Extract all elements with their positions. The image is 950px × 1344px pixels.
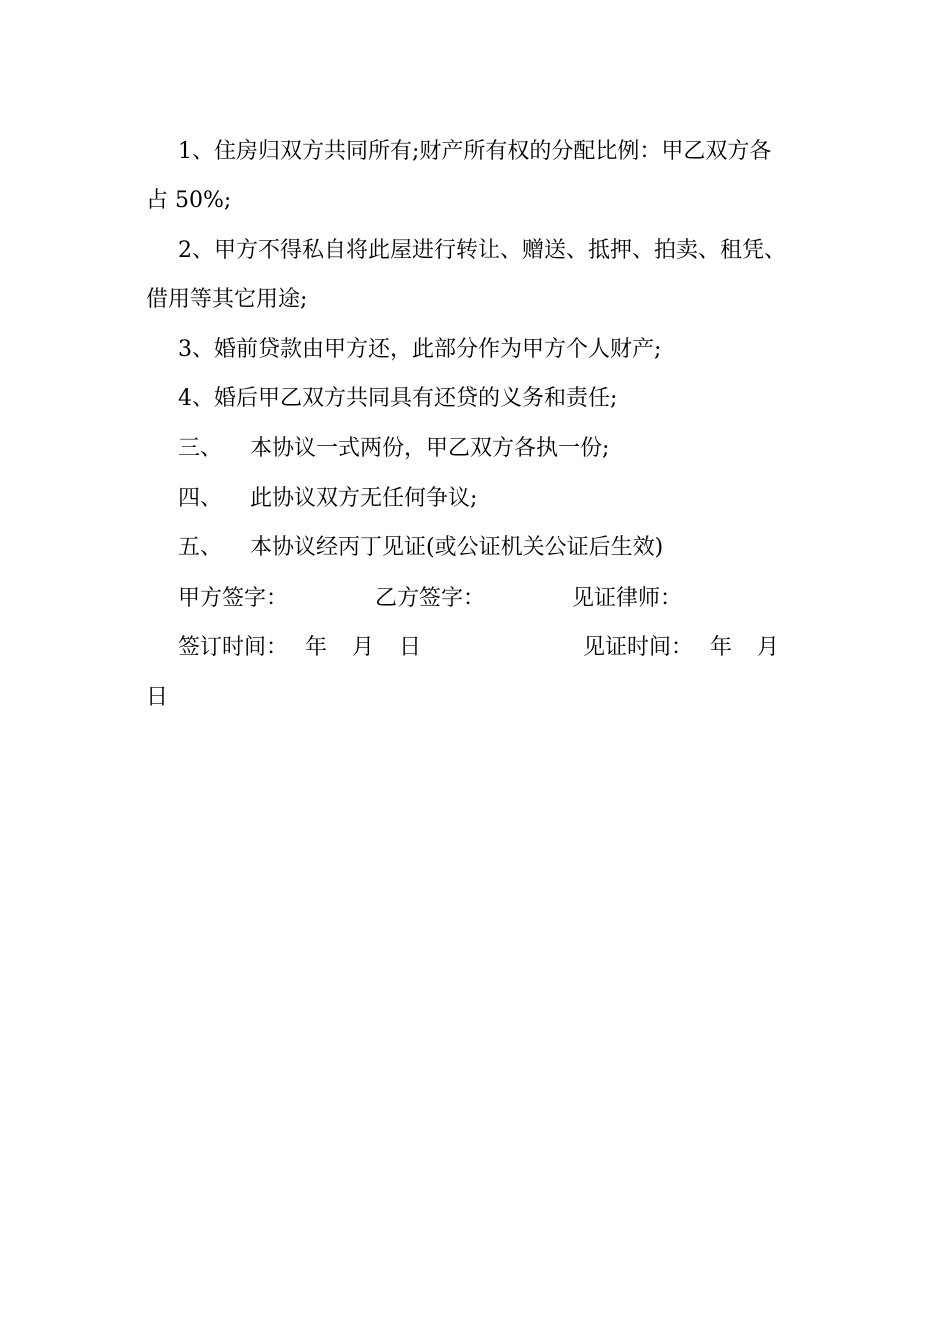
party-b-signature-label: 乙方签字： (375, 586, 486, 611)
item-2-line-2: 借用等其它用途; (146, 287, 308, 312)
clause-4-text: 此协议双方无任何争议; (250, 486, 478, 511)
date-row (0, 633, 950, 663)
sign-time-label: 签订时间： (178, 635, 289, 660)
item-1-line-2: 占 50%; (146, 188, 232, 213)
clause-5-text: 本协议经丙丁见证(或公证机关公证后生效) (250, 535, 664, 560)
item-3-line: 3、婚前贷款由甲方还，此部分作为甲方个人财产; (178, 337, 662, 362)
clause-3-text: 本协议一式两份，甲乙双方各执一份; (250, 436, 610, 461)
clause-4 (178, 484, 477, 514)
item-2-line-1: 2、甲方不得私自将此屋进行转让、赠送、抵押、拍卖、租凭、 (178, 238, 786, 263)
clause-5 (178, 533, 663, 563)
clause-3 (178, 434, 609, 464)
clause-5-number: 五、 (178, 535, 223, 560)
sign-year: 年 (305, 635, 328, 660)
item-4-line: 4、婚后甲乙双方共同具有还贷的义务和责任; (178, 386, 618, 411)
party-a-signature-label: 甲方签字： (178, 586, 289, 611)
witness-year: 年 (710, 635, 733, 660)
witness-day: 日 (146, 685, 169, 710)
sign-month: 月 (352, 635, 375, 660)
witness-lawyer-label: 见证律师： (572, 586, 683, 611)
clause-4-number: 四、 (178, 486, 223, 511)
witness-month: 月 (757, 635, 780, 660)
clause-3-number: 三、 (178, 436, 223, 461)
sign-day: 日 (399, 635, 422, 660)
signature-row (0, 584, 950, 614)
witness-time-label: 见证时间： (583, 635, 694, 660)
item-1-line-1: 1、住房归双方共同所有;财产所有权的分配比例：甲乙双方各 (178, 139, 772, 164)
